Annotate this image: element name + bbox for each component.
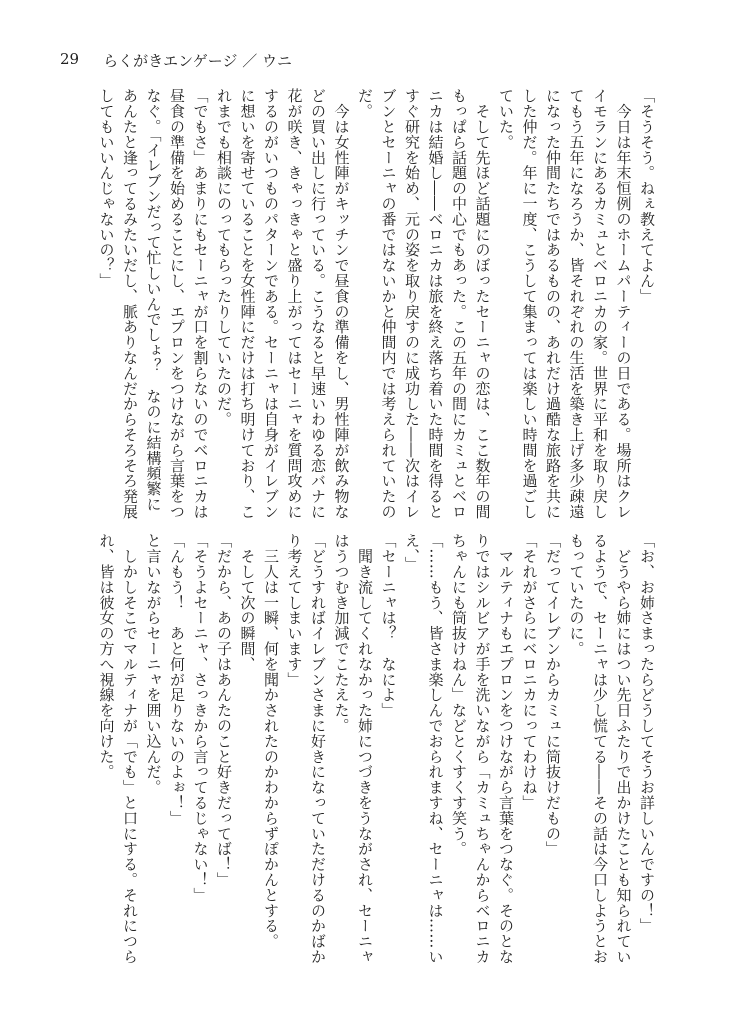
text-line: になった仲間たちではあるものの、あれだけ過酷な旅路を共に bbox=[544, 88, 562, 520]
text-line: 「お、お姉さまったらどうしてそうお詳しいんですの！」 bbox=[638, 533, 656, 934]
text-line: 「だってイレブンからカミュに筒抜けだもの」 bbox=[544, 533, 562, 857]
text-line: え、」 bbox=[403, 533, 421, 572]
text-line: はうつむき加減でこたえた。 bbox=[332, 533, 351, 734]
text-line: りではシルビアが手を洗いながら「カミュちゃんからベロニカ bbox=[473, 533, 492, 965]
upper-text-block bbox=[94, 88, 658, 520]
page-number: 29 bbox=[60, 50, 80, 68]
lower-text-block bbox=[94, 533, 658, 978]
text-line: してもいいんじゃないの？」 bbox=[97, 88, 116, 289]
text-line: するのがいつものパターンである。セーニャは自身がイレブン bbox=[262, 88, 280, 520]
text-line: ニカは結婚し――ベロニカは旅を終え落ち着いた時間を得ると bbox=[426, 88, 445, 520]
text-line: あんたと逢ってるみたいだし、脈ありなんだからそろそろ発展 bbox=[121, 88, 139, 520]
text-line: 「でもさ」あまりにもセーニャが口を割らないのでベロニカは bbox=[191, 88, 210, 520]
text-line: り考えてしまいます」 bbox=[285, 533, 304, 687]
text-line: るようで、セーニャは少し慌てる――その話は今口しようとお bbox=[591, 533, 609, 965]
text-line: 「どうすればイレブンさまに好きになっていただけるのかばか bbox=[309, 533, 327, 965]
text-line: なぐ。「イレブンだって忙しいんでしょ？ なのに結構頻繁に bbox=[144, 88, 163, 512]
text-line: 花が咲き、きゃっきゃと盛り上がってはセーニャを質問攻めに bbox=[285, 88, 304, 520]
text-line: 「んもう！ あと何が足りないのよぉ！」 bbox=[168, 533, 186, 826]
text-line: れまでも相談にのってもらったりしていたのだ。 bbox=[215, 88, 233, 427]
text-line: もっぱら話題の中心でもあった。この五年の間にカミュとベロ bbox=[450, 88, 468, 520]
text-line: 「それがさらにベロニカにってわけね」 bbox=[520, 533, 539, 811]
text-line: もっていたのに。 bbox=[567, 533, 586, 657]
text-line: マルティナもエプロンをつけながら言葉をつなぐ。そのとな bbox=[497, 533, 515, 965]
text-line: イモランにあるカミュとベロニカの家。世界に平和を取り戻し bbox=[591, 88, 609, 520]
text-line: 「だから、あの子はあんたのこと好きだってば！」 bbox=[215, 533, 233, 888]
text-line: 今日は年末恒例のホームパーティーの日である。場所はクレ bbox=[614, 88, 633, 520]
text-line: そして次の瞬間、 bbox=[238, 533, 257, 672]
text-line: 「……もう、皆さま楽しんでおられますね、セーニャは……い bbox=[426, 533, 445, 965]
text-line: 今は女性陣がキッチンで昼食の準備をし、男性陣が飲み物な bbox=[332, 88, 351, 520]
text-line: そして先ほど話題にのぼったセーニャの恋は、ここ数年の間 bbox=[473, 88, 492, 520]
text-line: 「そうそう。ねぇ教えてよん」 bbox=[638, 88, 656, 304]
text-line: しかしそこでマルティナが「でも」と口にする。それにつら bbox=[121, 533, 139, 965]
running-title: らくがきエンゲージ ／ ウニ bbox=[103, 52, 293, 70]
text-line: てもう五年になろうか、皆それぞれの生活を築き上げ多少疎遠 bbox=[567, 88, 586, 520]
text-line: どの買い出しに行っている。こうなると早速いわゆる恋バナに bbox=[309, 88, 327, 520]
text-line: した仲だ。年に一度、こうして集まっては楽しい時間を過ごし bbox=[520, 88, 539, 520]
text-line: と言いながらセーニャを囲い込んだ。 bbox=[144, 533, 163, 795]
text-line: 「セーニャは？ なによ」 bbox=[379, 533, 398, 718]
running-header bbox=[60, 50, 292, 71]
text-line: すぐ研究を始め、元の姿を取り戻すのに成功した――次はイレ bbox=[403, 88, 421, 520]
text-line: ブンとセーニャの番ではないかと仲間内では考えられていたの bbox=[379, 88, 398, 520]
text-line: 聞き流してくれなかった姉につづきをうながされ、セーニャ bbox=[356, 533, 374, 965]
text-line: どうやら姉にはつい先日ふたりで出かけたことも知られてい bbox=[614, 533, 633, 965]
text-line: 三人は一瞬、何を聞かされたのかわからずぽかんとする。 bbox=[262, 533, 280, 949]
text-line: に想いを寄せていることを女性陣にだけは打ち明けており、こ bbox=[238, 88, 257, 520]
text-line: れ、皆は彼女の方へ視線を向けた。 bbox=[97, 533, 116, 780]
text-line: ちゃんにも筒抜けねん」などとくすくす笑う。 bbox=[450, 533, 468, 857]
text-line: 昼食の準備を始めることにし、エプロンをつけながら言葉をつ bbox=[168, 88, 186, 520]
text-line: 「そうよセーニャ、さっきから言ってるじゃない！」 bbox=[191, 533, 210, 903]
text-line: ていた。 bbox=[497, 88, 515, 150]
text-line: だ。 bbox=[356, 88, 374, 119]
